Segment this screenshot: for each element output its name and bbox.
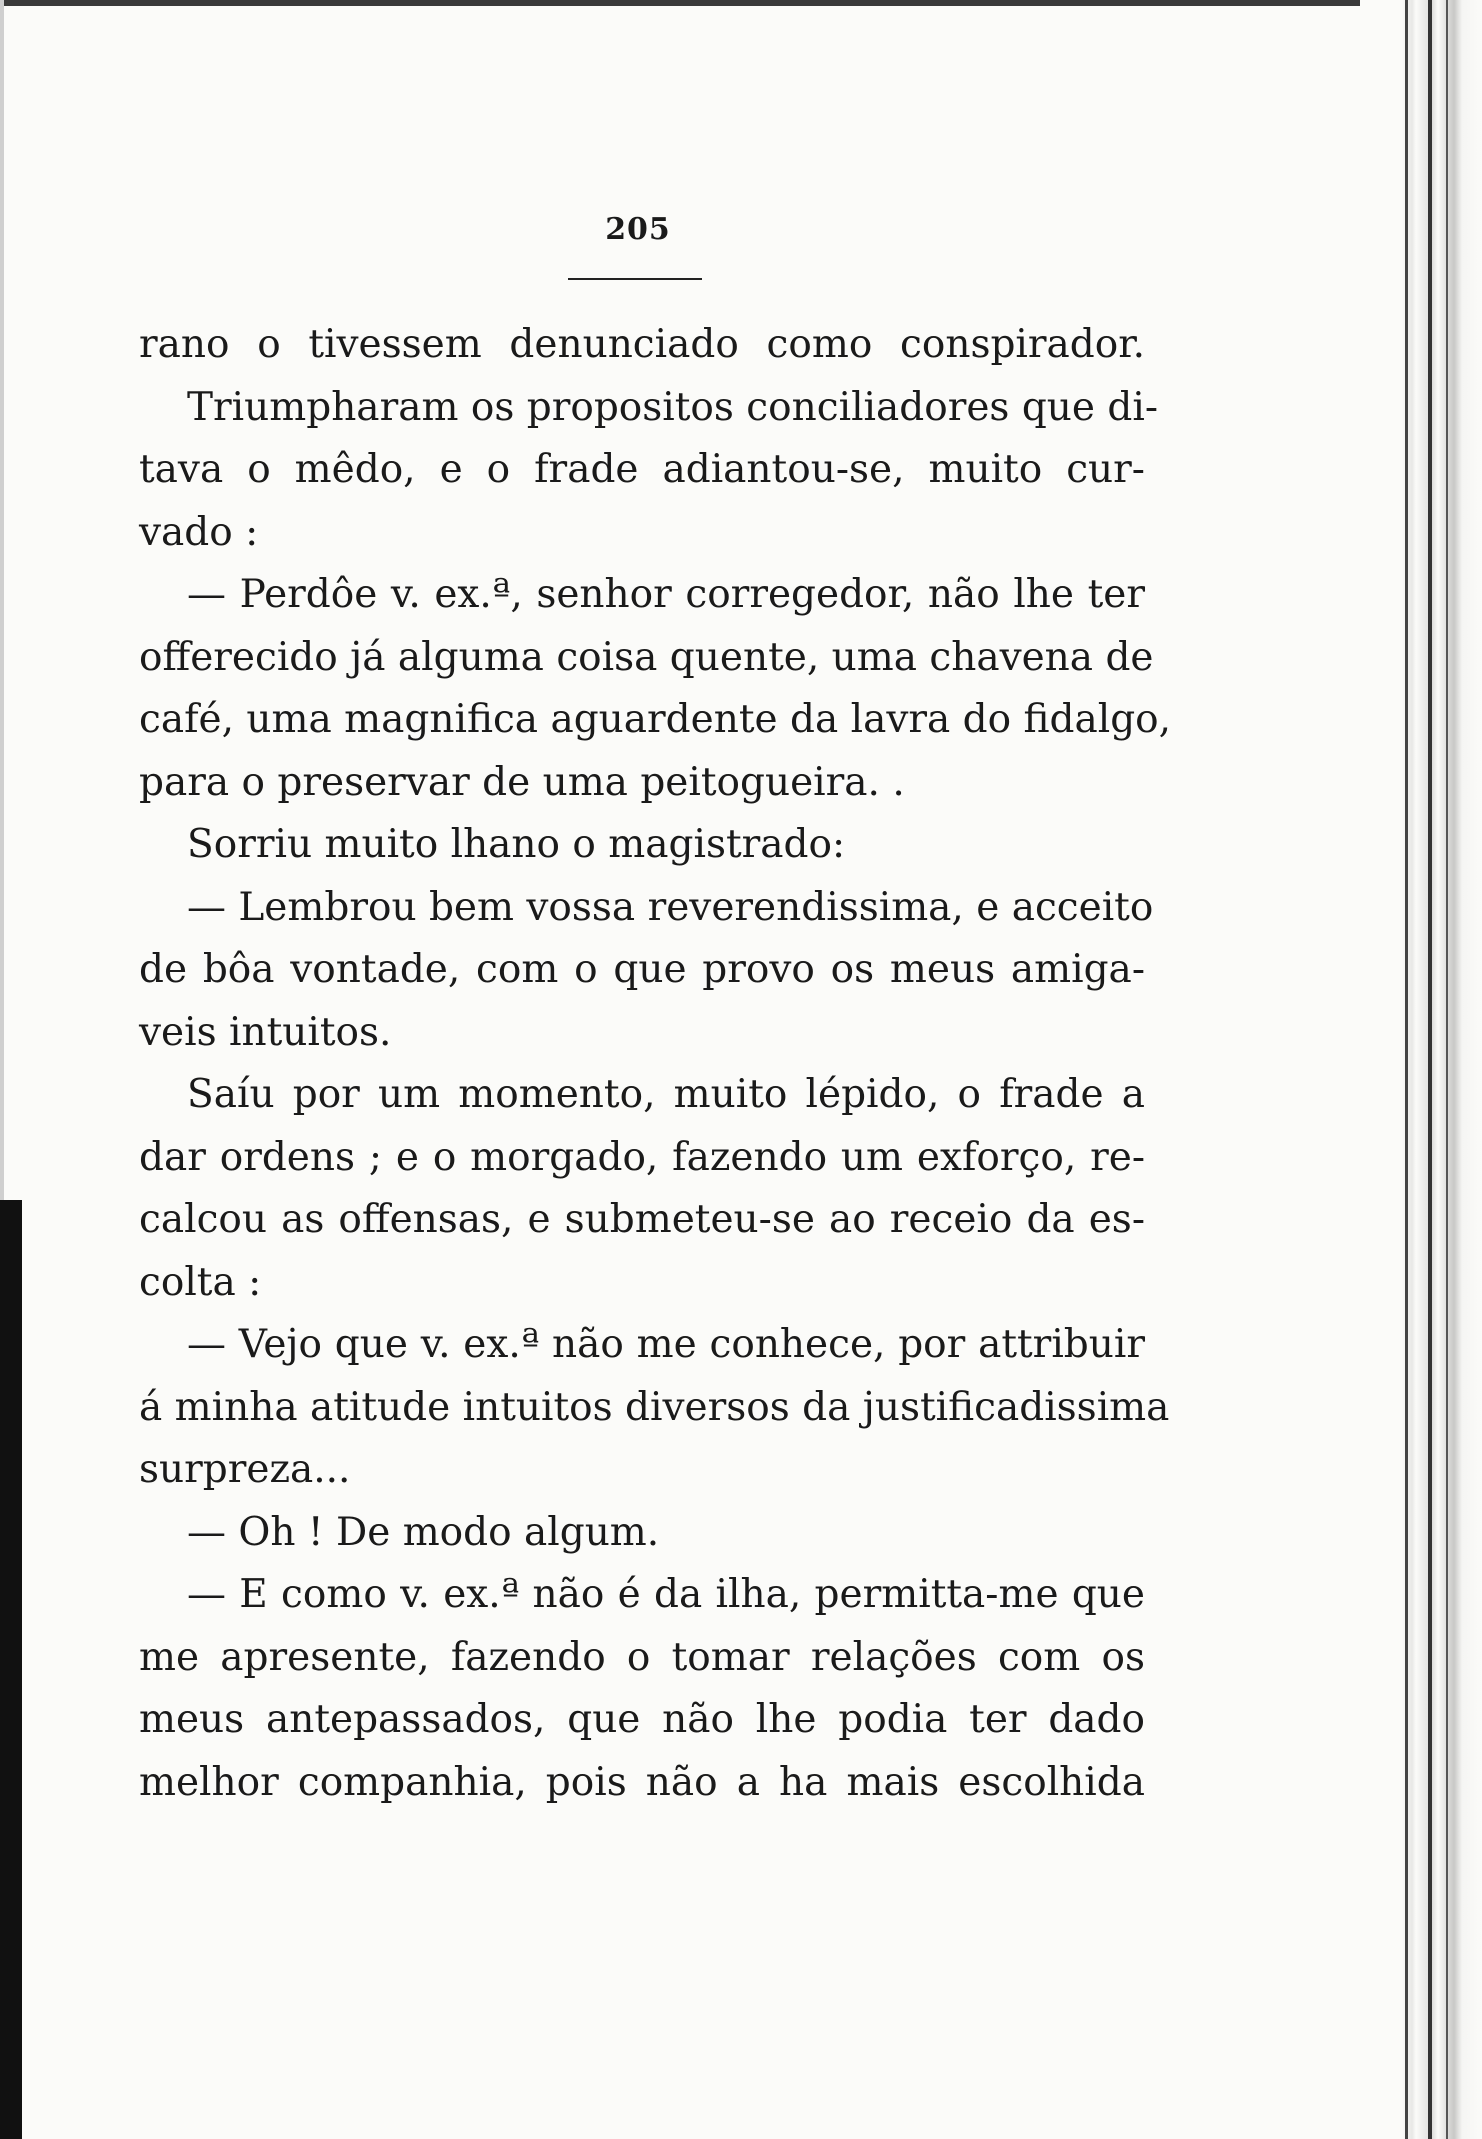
text-line: vado : — [139, 509, 259, 555]
text-line: Triumpharam os propositos conciliadores que di- — [187, 384, 1159, 430]
text-line: surpreza... — [139, 1447, 351, 1492]
text-line: melhor companhia, pois não a ha mais escolhida — [139, 1759, 1145, 1805]
text-line: — Vejo que v. ex.ª não me conhece, por attribuir — [187, 1322, 1145, 1367]
text-line: á minha atitude intuitos diversos da justificadissima — [139, 1384, 1170, 1430]
text-line: — Lembrou bem vossa reverendissima, e acceito — [187, 884, 1154, 930]
text-line: café, uma magnifica aguardente da lavra do fidalgo, — [139, 697, 1172, 742]
book-binding-shadow — [0, 1200, 22, 2139]
text-line: dar ordens ; e o morgado, fazendo um exforço, re- — [139, 1134, 1145, 1180]
text-line: de bôa vontade, com o que provo os meus amiga- — [139, 947, 1145, 992]
text-line: offerecido já alguma coisa quente, uma chavena de — [139, 634, 1154, 680]
text-line: — E como v. ex.ª não é da ilha, permitta-me que — [187, 1572, 1145, 1617]
page-top-edge — [0, 0, 1360, 6]
text-line: rano o tivessem denunciado como conspirador. — [139, 322, 1145, 367]
text-line: para o preservar de uma peitogueira. . — [139, 759, 905, 805]
text-line: veis intuitos. — [139, 1009, 392, 1055]
text-line: Sorriu muito lhano o magistrado: — [187, 822, 846, 867]
body-text — [139, 314, 1172, 1814]
text-line: tava o mêdo, e o frade adiantou-se, muito cur- — [139, 447, 1145, 492]
text-line: colta : — [139, 1259, 262, 1305]
page-number-rule — [568, 278, 702, 280]
text-line: Saíu por um momento, muito lépido, o frade a — [187, 1072, 1145, 1117]
page-number: 205 — [605, 212, 671, 247]
page-left-edge — [0, 0, 4, 1200]
text-line: — Oh ! De modo algum. — [187, 1509, 660, 1555]
text-line: me apresente, fazendo o tomar relações com os — [139, 1634, 1145, 1680]
page-stack-line — [1428, 0, 1432, 2139]
text-line: — Perdôe v. ex.ª, senhor corregedor, não lhe ter — [187, 572, 1145, 617]
page-stack-line — [1405, 0, 1408, 2139]
text-line: meus antepassados, que não lhe podia ter dado — [139, 1697, 1145, 1742]
page-stack-line — [1446, 0, 1448, 2139]
text-line: calcou as offensas, e submeteu-se ao receio da es- — [139, 1197, 1145, 1242]
page-stack-edge — [1402, 0, 1482, 2139]
